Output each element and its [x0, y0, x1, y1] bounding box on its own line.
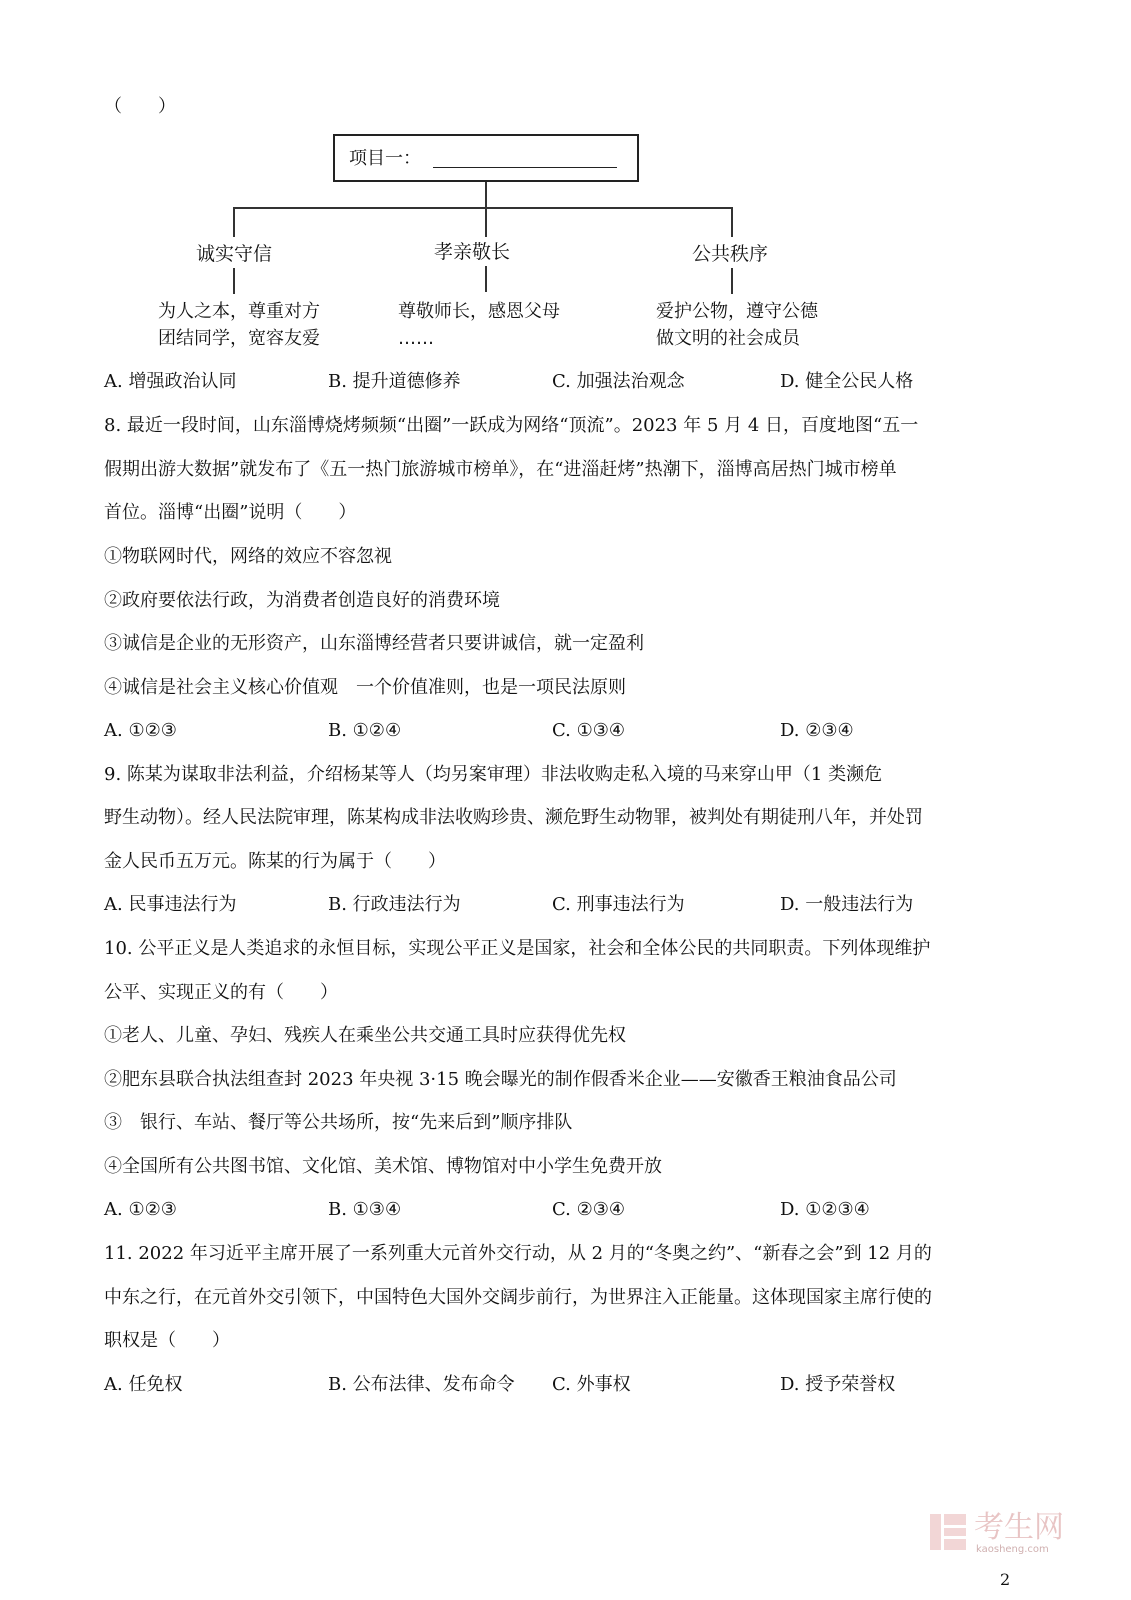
q7-tree-diagram: [0, 0, 1131, 380]
root-box: [333, 134, 639, 182]
q10-statement: ①老人、儿童、孕妇、残疾人在乘坐公共交通工具时应获得优先权: [104, 1025, 626, 1046]
q8-options: [104, 719, 1004, 743]
option-a: A. ①②③: [104, 1199, 177, 1220]
option-d: D. 一般违法行为: [780, 894, 914, 915]
q8-statement: ④诚信是社会主义核心价值观 一个价值准则，也是一项民法原则: [104, 677, 626, 698]
q7-answer-bracket: （ ）: [104, 96, 176, 117]
option-c: C. 刑事违法行为: [552, 894, 685, 915]
root-connector: [485, 182, 487, 208]
option-b: B. ①③④: [328, 1199, 402, 1220]
q10-statement: ④全国所有公共图书馆、文化馆、美术馆、博物馆对中小学生免费开放: [104, 1156, 662, 1177]
q7-options: [104, 370, 1004, 394]
q8-stem: 8. 最近一段时间，山东淄博烧烤频频“出圈”一跃成为网络“顶流”。2023 年 5 月 4 日，百度地图“五一: [104, 415, 919, 436]
option-a: A. 任免权: [104, 1374, 183, 1395]
q8-stem: 首位。淄博“出圈”说明（ ）: [104, 502, 357, 523]
q11-options: [104, 1373, 1004, 1397]
q10-statement: ②肥东县联合执法组查封 2023 年央视 3·15 晚会曝光的制作假香米企业——安徽香王粮油食品公司: [104, 1069, 897, 1090]
q10-statement: ③ 银行、车站、餐厅等公共场所，按“先来后到”顺序排队: [104, 1112, 573, 1133]
q11-stem: 中东之行，在元首外交引领下，中国特色大国外交阔步前行，为世界注入正能量。这体现国家主席行使的: [104, 1287, 932, 1308]
option-d: D. ①②③④: [780, 1199, 870, 1220]
leaf-connector: [233, 268, 235, 294]
branch-detail: 为人之本，尊重对方: [158, 301, 320, 322]
branch-detail: 爱护公物，遵守公德: [656, 301, 818, 322]
option-b: B. ①②④: [328, 720, 402, 741]
watermark-url: kaosheng.com: [976, 1544, 1049, 1555]
q8-statement: ③诚信是企业的无形资产，山东淄博经营者只要讲诚信，就一定盈利: [104, 633, 644, 654]
option-b: B. 行政违法行为: [328, 894, 461, 915]
q10-stem: 10. 公平正义是人类追求的永恒目标，实现公平正义是国家，社会和全体公民的共同职责。下列体现维护: [104, 938, 931, 959]
branch-connector: [233, 207, 235, 237]
branch-title: 公共秩序: [692, 243, 769, 265]
branch-title: 孝亲敬长: [434, 241, 511, 263]
option-d: D. ②③④: [780, 720, 854, 741]
branch-connector: [731, 207, 733, 237]
option-c: C. 加强法治观念: [552, 371, 685, 392]
branch-title: 诚实守信: [196, 243, 273, 265]
option-b: B. 提升道德修养: [328, 371, 461, 392]
option-b: B. 公布法律、发布命令: [328, 1374, 515, 1395]
option-a: A. 增强政治认同: [104, 371, 237, 392]
branch-detail: 尊敬师长，感恩父母: [398, 301, 560, 322]
q9-stem: 金人民币五万元。陈某的行为属于（ ）: [104, 851, 446, 872]
branch-detail: 做文明的社会成员: [656, 328, 800, 349]
branch-connector: [485, 207, 487, 237]
option-a: A. ①②③: [104, 720, 177, 741]
branch-detail: 团结同学，宽容友爱: [158, 328, 320, 349]
option-d: D. 授予荣誉权: [780, 1374, 896, 1395]
q9-options: [104, 893, 1004, 917]
q10-stem: 公平、实现正义的有（ ）: [104, 982, 338, 1003]
q9-stem: 9. 陈某为谋取非法利益，介绍杨某等人（均另案审理）非法收购走私入境的马来穿山甲（1 类濒危: [104, 764, 883, 785]
option-c: C. ①③④: [552, 720, 625, 741]
option-d: D. 健全公民人格: [780, 371, 914, 392]
branch-bar: [233, 207, 732, 209]
q8-statement: ①物联网时代，网络的效应不容忽视: [104, 546, 392, 567]
kaosheng-watermark: [928, 1510, 1088, 1558]
root-label: 项目一：: [349, 148, 421, 169]
option-c: C. ②③④: [552, 1199, 625, 1220]
leaf-connector: [731, 268, 733, 294]
fill-in-blank: [433, 167, 617, 168]
watermark-text: 考生网: [974, 1510, 1064, 1545]
q8-statement: ②政府要依法行政，为消费者创造良好的消费环境: [104, 590, 500, 611]
q10-options: [104, 1198, 1004, 1222]
q8-stem: 假期出游大数据”就发布了《五一热门旅游城市榜单》，在“进淄赶烤”热潮下，淄博高居热门城市榜单: [104, 459, 897, 480]
page-number: 2: [1000, 1570, 1011, 1589]
kaosheng-logo-icon: [928, 1512, 968, 1552]
branch-detail: ……: [398, 328, 434, 349]
q9-stem: 野生动物）。经人民法院审理，陈某构成非法收购珍贵、濒危野生动物罪，被判处有期徒刑八年，并处罚: [104, 807, 923, 828]
q11-stem: 职权是（ ）: [104, 1330, 230, 1351]
option-c: C. 外事权: [552, 1374, 631, 1395]
leaf-connector: [485, 266, 487, 292]
option-a: A. 民事违法行为: [104, 894, 237, 915]
q11-stem: 11. 2022 年习近平主席开展了一系列重大元首外交行动，从 2 月的“冬奥之约”、“新春之会”到 12 月的: [104, 1243, 932, 1264]
